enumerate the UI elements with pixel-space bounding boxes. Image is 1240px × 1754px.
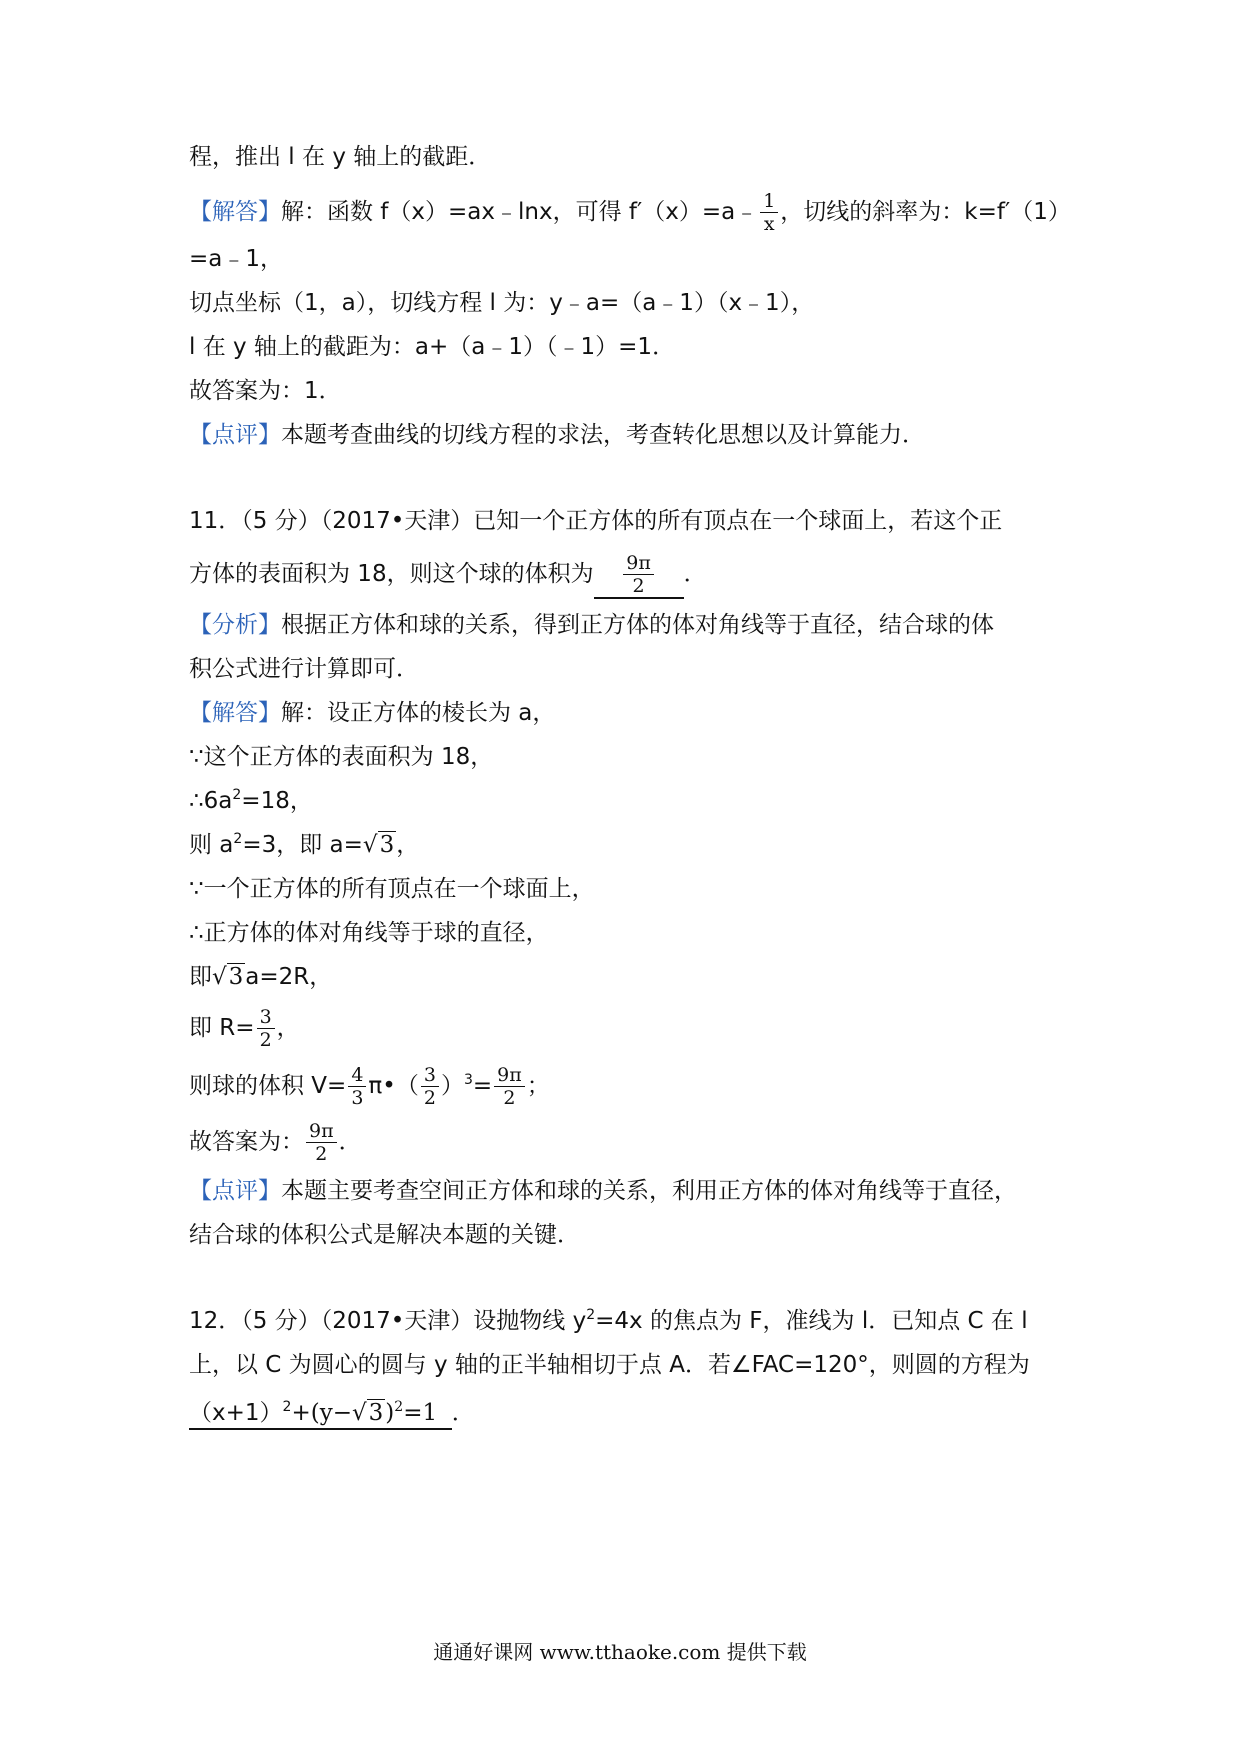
q10-text-line: 故答案为：1． <box>189 378 342 404</box>
q10-comment-line: 【点评】本题考查曲线的切线方程的求法，考查转化思想以及计算能力． <box>189 422 925 448</box>
fraction: $\frac{9\pi}{2}$ <box>623 552 654 597</box>
q10-text-line: =a﹣1， <box>189 246 283 272</box>
q11-text-line: 即√3a=2R， <box>189 964 333 990</box>
comment-tag: 【点评】 <box>189 422 281 448</box>
fraction: $\frac{9\pi}{2}$ <box>494 1064 525 1109</box>
q12-question-line: 12．（5 分）（2017•天津）设抛物线 $y^2=4x$ 的焦点为 F，准线为 l．已知点 C 在 l <box>189 1307 1028 1334</box>
analysis-tag: 【分析】 <box>189 612 281 638</box>
sqrt: √3 <box>362 832 395 858</box>
q11-comment-line: 【点评】本题主要考查空间正方体和球的关系，利用正方体的体对角线等于直径， <box>189 1178 1017 1204</box>
fraction: $\frac{4}{3}$ <box>348 1064 366 1109</box>
answer-blank: $(y-√3)^2=1$ <box>311 1398 452 1430</box>
q11-analysis-line: 【分析】根据正方体和球的关系，得到正方体的体对角线等于直径，结合球的体 <box>189 612 994 638</box>
q11-text-line: 则 $a^2=3$，即 a=√3， <box>189 831 420 858</box>
q10-answer-line: 【解答】解：函数 f（x）=ax﹣lnx，可得 f′（x）=a﹣ $\frac{1}{x}$ ，切线的斜率为：k=f′（1） <box>189 190 1071 235</box>
q11-answer-line: 【解答】解：设正方体的棱长为 a， <box>189 700 556 726</box>
fraction: $\frac{3}{2}$ <box>257 1006 275 1051</box>
sqrt: √3 <box>212 964 244 990</box>
q10-text-line: l 在 y 轴上的截距为：a+（a﹣1）（﹣1）=1． <box>189 334 676 360</box>
fraction: $\frac{3}{2}$ <box>421 1064 439 1109</box>
q11-text-line: ∵这个正方体的表面积为 18， <box>189 744 494 770</box>
q11-text-line: 结合球的体积公式是解决本题的关键． <box>189 1222 580 1248</box>
q12-question-line: 上，以 C 为圆心的圆与 y 轴的正半轴相切于点 A．若∠FAC=120°，则圆的方程为 <box>189 1352 1030 1378</box>
fraction: $\frac{9\pi}{2}$ <box>306 1120 337 1165</box>
q11-text-line: 即 R= $\frac{3}{2}$ ， <box>189 1006 300 1051</box>
sqrt: √3 <box>351 1400 384 1426</box>
q11-text-line: $\therefore 6a^2=18$， <box>189 787 313 814</box>
answer-tag: 【解答】 <box>189 199 281 225</box>
answer-blank: $(x+1)^2+$ <box>189 1398 311 1430</box>
q11-text-line: ∴正方体的体对角线等于球的直径， <box>189 920 549 946</box>
q11-question-line: 11．（5 分）（2017•天津）已知一个正方体的所有顶点在一个球面上，若这个正 <box>189 508 1003 534</box>
q11-question-line: 方体的表面积为 18，则这个球的体积为 $\frac{9\pi}{2}$ ． <box>189 552 707 597</box>
fraction: $\frac{1}{x}$ <box>760 190 778 235</box>
q11-text-line: 故答案为： $\frac{9\pi}{2}$ ． <box>189 1120 362 1165</box>
answer-tag: 【解答】 <box>189 700 281 726</box>
footer-credit: 通通好课网 www.tthaoke.com 提供下载 <box>433 1640 807 1664</box>
q10-text-line: 切点坐标（1，a），切线方程 l 为：y﹣a=（a﹣1）（x﹣1）， <box>189 290 815 316</box>
q11-text-line: ∵一个正方体的所有顶点在一个球面上， <box>189 876 595 902</box>
answer-blank <box>594 552 684 599</box>
q11-text-line: 积公式进行计算即可． <box>189 656 419 682</box>
q12-answer-line: $(x+1)^2+(y-√3)^2=1$ ． <box>189 1398 475 1430</box>
q10-text-line: 程，推出 l 在 y 轴上的截距． <box>189 144 492 170</box>
q11-text-line: 则球的体积 V= $\frac{4}{3}$ π•（ $\frac{3}{2}$ ）$^3$= $\frac{9\pi}{2}$ ； <box>189 1064 550 1109</box>
comment-tag: 【点评】 <box>189 1178 281 1204</box>
